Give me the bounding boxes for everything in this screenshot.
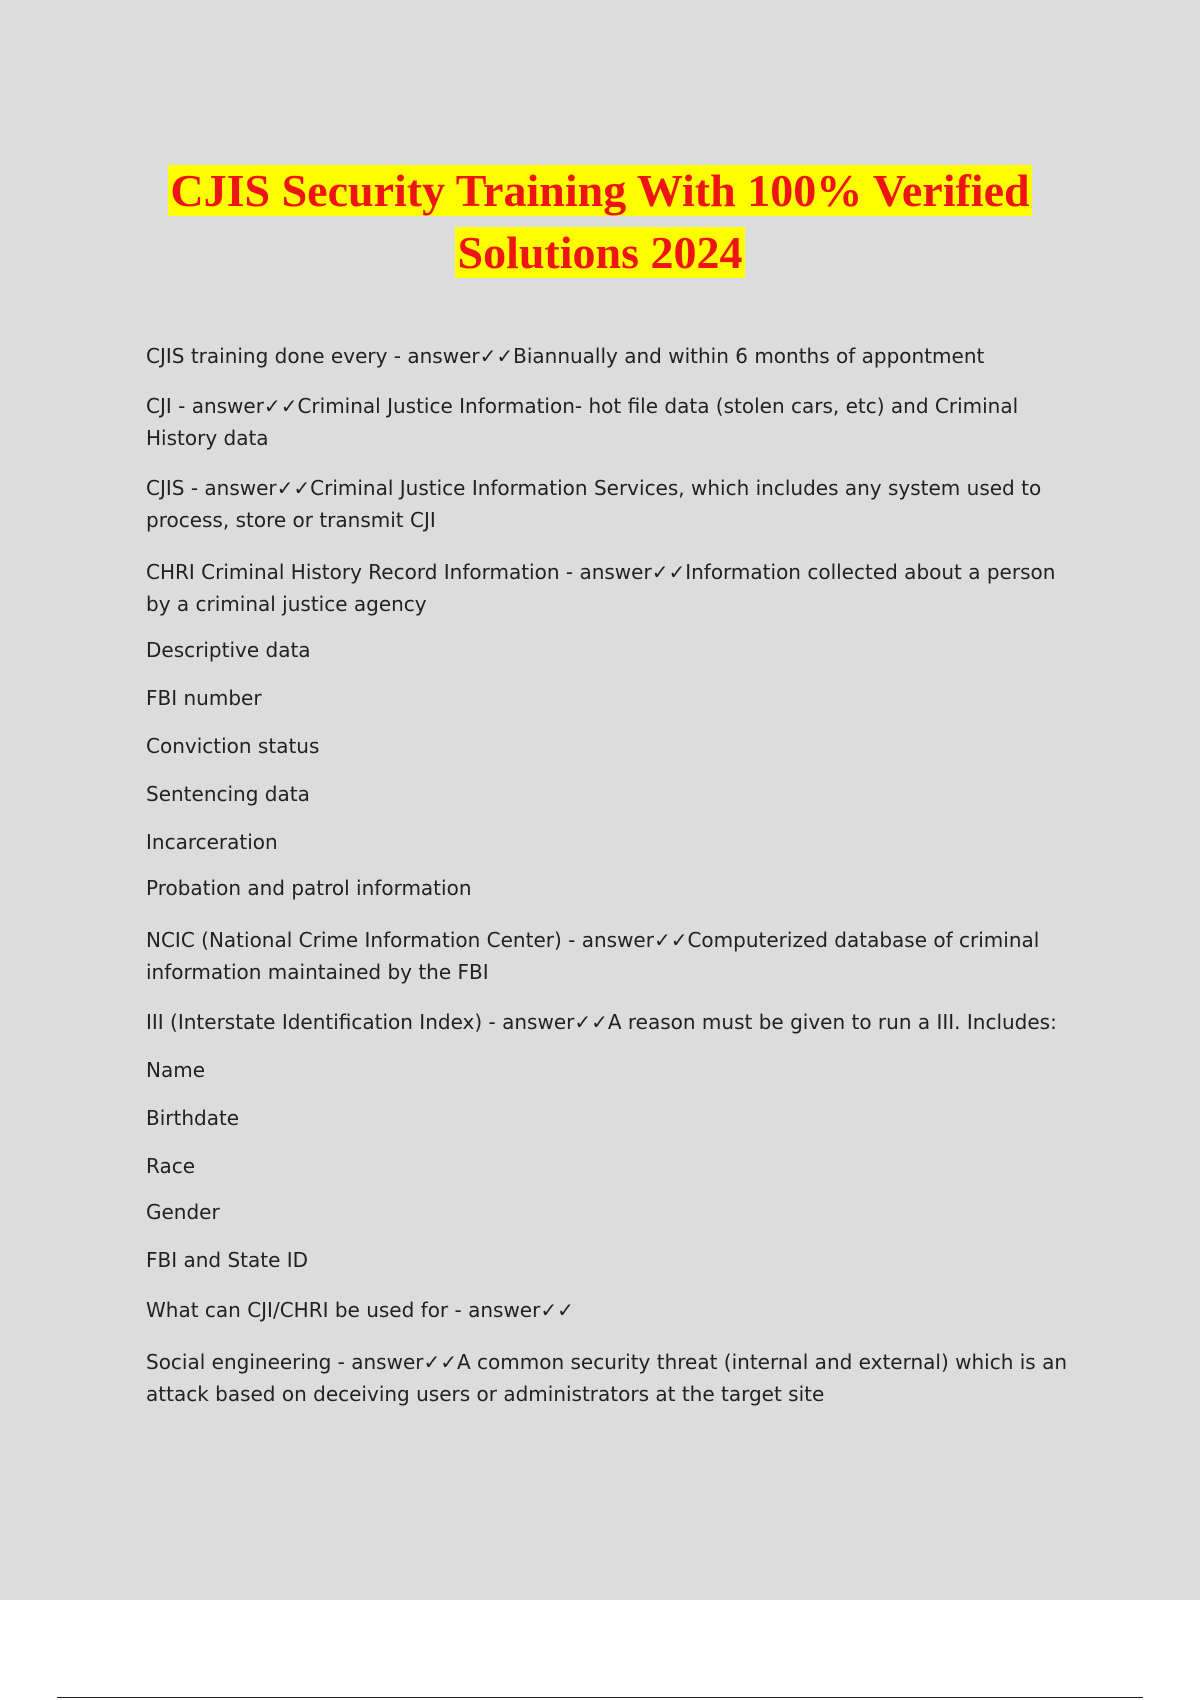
qa-item: What can CJI/CHRI be used for - answer✓✓ xyxy=(146,1298,574,1322)
list-item: Name xyxy=(146,1058,206,1082)
list-item: Incarceration xyxy=(146,830,278,854)
qa-item: CHRI Criminal History Record Information - answer✓✓Information collected about a person by a criminal justice agency xyxy=(146,560,1062,616)
qa-item: III (Interstate Identification Index) - answer✓✓A reason must be given to run a III. Includes: xyxy=(146,1010,1057,1034)
title-line-1: CJIS Security Training With 100% Verified xyxy=(170,165,1030,216)
qa-item: CJI - answer✓✓Criminal Justice Information- hot file data (stolen cars, etc) and Criminal History data xyxy=(146,394,1025,450)
title-line-2: Solutions 2024 xyxy=(457,227,743,278)
list-item: FBI number xyxy=(146,686,262,710)
list-item: Gender xyxy=(146,1200,220,1224)
list-item: Probation and patrol information xyxy=(146,876,472,900)
list-item: Descriptive data xyxy=(146,638,311,662)
qa-item: CJIS training done every - answer✓✓Biannually and within 6 months of appontment xyxy=(146,344,985,368)
qa-item: Social engineering - answer✓✓A common security threat (internal and external) which is an attack based on deceiving users or administrators at the target site xyxy=(146,1350,1074,1406)
list-item: FBI and State ID xyxy=(146,1248,309,1272)
list-item: Race xyxy=(146,1154,196,1178)
footer-divider xyxy=(57,1697,1143,1698)
qa-item: NCIC (National Crime Information Center) - answer✓✓Computerized database of criminal information maintained by the FBI xyxy=(146,928,1046,984)
document-title xyxy=(0,160,1200,284)
qa-item: CJIS - answer✓✓Criminal Justice Information Services, which includes any system used to process, store or transmit CJI xyxy=(146,476,1048,532)
list-item: Sentencing data xyxy=(146,782,310,806)
document-body xyxy=(146,340,1086,1410)
list-item: Conviction status xyxy=(146,734,320,758)
list-item: Birthdate xyxy=(146,1106,240,1130)
